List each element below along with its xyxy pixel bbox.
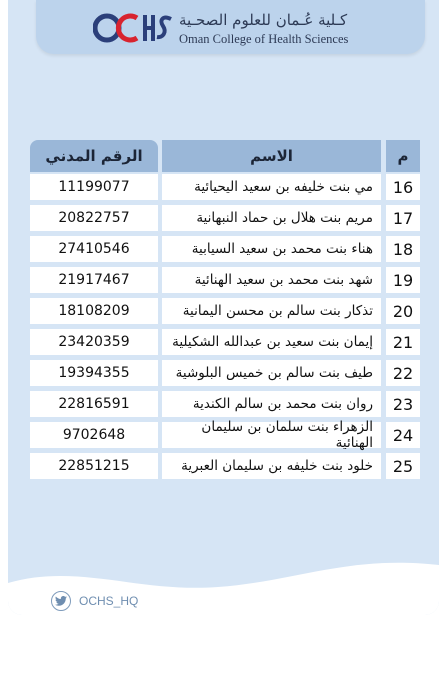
college-name-english: Oman College of Health Sciences [179, 32, 349, 46]
table-row [24, 236, 420, 267]
name-cell: الزهراء بنت سلمان بن سليمان الهنائية [162, 422, 381, 448]
table-row [24, 298, 420, 329]
table-row [24, 391, 420, 422]
name-cell: روان بنت محمد بن سالم الكندية [162, 391, 381, 417]
civil-id-cell: 18108209 [30, 298, 158, 324]
column-header-name: الاسم [162, 140, 381, 172]
table-row [24, 267, 420, 298]
name-cell: شهد بنت محمد بن سعيد الهنائية [162, 267, 381, 293]
name-cell: مريم بنت هلال بن حماد النبهانية [162, 205, 381, 231]
column-header-number: م [386, 140, 420, 172]
number-cell: 24 [386, 422, 420, 448]
name-cell: هناء بنت محمد بن سعيد السيابية [162, 236, 381, 262]
table-row [24, 329, 420, 360]
number-cell: 16 [386, 174, 420, 200]
civil-id-cell: 20822757 [30, 205, 158, 231]
table-row [24, 419, 420, 453]
name-cell: إيمان بنت سعيد بن عبدالله الشكيلية [162, 329, 381, 355]
number-cell: 17 [386, 205, 420, 231]
students-table [24, 140, 420, 484]
table-row [24, 205, 420, 236]
twitter-handle: OCHS_HQ [79, 594, 139, 608]
number-cell: 22 [386, 360, 420, 386]
table-header [24, 140, 420, 174]
civil-id-cell: 19394355 [30, 360, 158, 386]
civil-id-cell: 23420359 [30, 329, 158, 355]
column-header-civil-id: الرقم المدني [30, 140, 158, 172]
name-cell: خلود بنت خليفه بن سليمان العبرية [162, 453, 381, 479]
number-cell: 20 [386, 298, 420, 324]
table-row [24, 174, 420, 205]
name-cell: طيف بنت سالم بن خميس البلوشية [162, 360, 381, 386]
civil-id-cell: 21917467 [30, 267, 158, 293]
twitter-link[interactable] [51, 591, 138, 611]
college-name-arabic: كـلية عُـمان للعلوم الصحـية [179, 11, 348, 29]
table-body [24, 174, 420, 484]
ochs-logo-mark [93, 8, 173, 48]
table-row [24, 453, 420, 484]
number-cell: 19 [386, 267, 420, 293]
number-cell: 21 [386, 329, 420, 355]
civil-id-cell: 27410546 [30, 236, 158, 262]
civil-id-cell: 22816591 [30, 391, 158, 417]
civil-id-cell: 11199077 [30, 174, 158, 200]
civil-id-cell: 22851215 [30, 453, 158, 479]
twitter-icon [51, 591, 71, 611]
number-cell: 25 [386, 453, 420, 479]
number-cell: 18 [386, 236, 420, 262]
college-logo [93, 8, 363, 48]
name-cell: تذكار بنت سالم بن محسن اليمانية [162, 298, 381, 324]
civil-id-cell: 9702648 [30, 422, 158, 448]
number-cell: 23 [386, 391, 420, 417]
name-cell: مي بنت خليفه بن سعيد اليحيائية [162, 174, 381, 200]
table-row [24, 360, 420, 391]
